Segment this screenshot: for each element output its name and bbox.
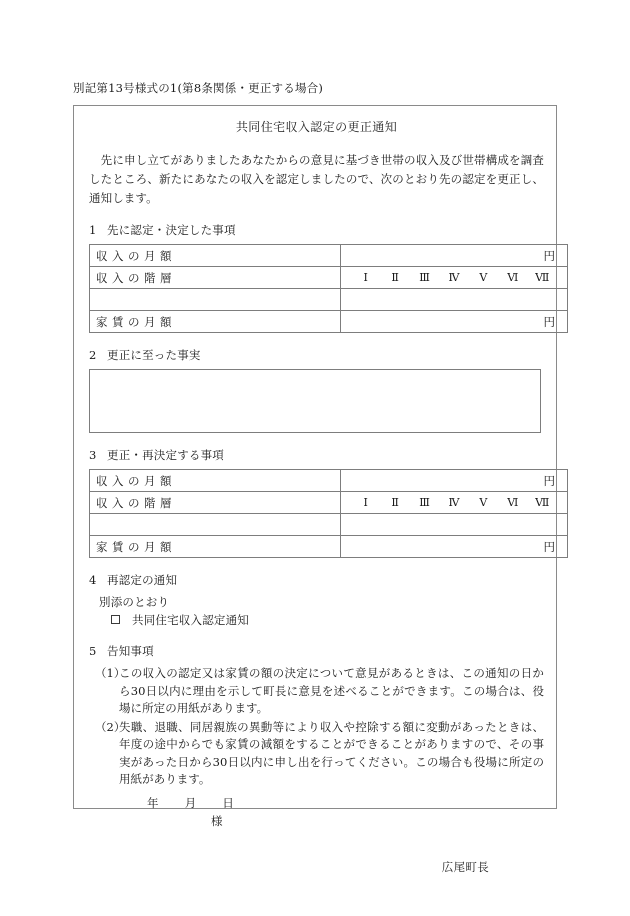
row-value-blank[interactable] xyxy=(341,289,568,311)
attachment-note: 別添のとおり xyxy=(99,595,170,609)
table-row xyxy=(90,289,568,311)
notice-checkbox-row[interactable] xyxy=(89,611,544,629)
label-text: 家賃の月額 xyxy=(96,314,176,329)
decided-items-table xyxy=(89,244,568,333)
month-label: 月 xyxy=(184,795,197,810)
tier-option[interactable]: Ⅲ xyxy=(419,271,430,284)
section-4-title: 再認定の通知 xyxy=(107,573,178,587)
yen-unit: 円 xyxy=(543,248,555,263)
section-1-heading xyxy=(89,222,544,238)
date-line[interactable] xyxy=(89,795,544,811)
section-3-title: 更正・再決定する事項 xyxy=(107,448,224,462)
section-1-number: 1 xyxy=(89,223,97,237)
label-text: 収入の月額 xyxy=(96,473,176,488)
row-label-blank xyxy=(90,289,341,311)
table-row xyxy=(90,311,568,333)
section-3-number: 3 xyxy=(89,448,97,462)
notice-text: この収入の認定又は家賃の額の決定について意見があるときは、この通知の日から30日以内に理由を示して町長に意見を述べることができます。この場合は、役場に所定の用紙があります。 xyxy=(119,666,544,715)
row-value-income-tier[interactable] xyxy=(341,267,568,289)
document-title: 共同住宅収入認定の更正通知 xyxy=(235,120,398,134)
row-label-blank xyxy=(90,514,341,536)
tier-option[interactable]: Ⅶ xyxy=(535,271,550,284)
table-row xyxy=(90,267,568,289)
tier-option[interactable]: Ⅴ xyxy=(479,271,488,284)
row-value-rent-monthly[interactable] xyxy=(341,311,568,333)
notice-marker: （1） xyxy=(95,666,126,680)
tier-option[interactable]: Ⅵ xyxy=(507,271,519,284)
notice-marker: （2） xyxy=(95,719,126,734)
section-1-title: 先に認定・決定した事項 xyxy=(107,223,236,237)
section-2-number: 2 xyxy=(89,348,97,362)
label-text: 収入の月額 xyxy=(96,248,176,263)
section-2-title: 更正に至った事実 xyxy=(107,348,201,362)
table-row xyxy=(90,470,568,492)
tier-option[interactable]: Ⅳ xyxy=(448,271,460,284)
section-4-number: 4 xyxy=(89,573,97,587)
tier-option[interactable]: Ⅱ xyxy=(391,271,399,284)
notice-item xyxy=(89,719,544,789)
label-text: 収入の階層 xyxy=(96,495,176,510)
notice-text: 失職、退職、同居親族の異動等により収入や控除する額に変動があったときは、年度の途中からでも家賃の減額をすることができることがありますので、その事実があった日から30日以内に申し出を行ってください。この場合も役場に所定の用紙があります。 xyxy=(119,719,544,786)
section-5-title: 告知事項 xyxy=(107,644,154,658)
document-frame xyxy=(73,105,557,874)
yen-unit: 円 xyxy=(543,473,555,488)
form-code: 別記第13号様式の1(第8条関係・更正する場合) xyxy=(73,81,324,95)
row-label-income-tier xyxy=(90,492,341,514)
tier-option[interactable]: Ⅱ xyxy=(391,496,399,509)
tier-option[interactable]: Ⅳ xyxy=(448,496,460,509)
section-5-heading xyxy=(89,643,544,659)
table-row xyxy=(90,514,568,536)
section-2-heading xyxy=(89,347,544,363)
label-text: 家賃の月額 xyxy=(96,539,176,554)
section-4-heading xyxy=(89,572,544,588)
section-3-heading xyxy=(89,447,544,463)
notice-checkbox-label: 共同住宅収入認定通知 xyxy=(132,613,249,627)
signer-name: 広尾町長 xyxy=(441,859,489,874)
table-row xyxy=(90,492,568,514)
notice-item xyxy=(89,665,544,718)
row-value-blank[interactable] xyxy=(341,514,568,536)
section-5-number: 5 xyxy=(89,644,97,658)
tier-option[interactable]: Ⅶ xyxy=(535,496,550,509)
row-label-income-monthly xyxy=(90,245,341,267)
tier-options xyxy=(347,271,561,284)
row-label-rent-monthly xyxy=(90,311,341,333)
row-value-income-monthly[interactable] xyxy=(341,245,568,267)
yen-unit: 円 xyxy=(543,539,555,554)
reason-textarea[interactable] xyxy=(89,369,541,433)
table-row xyxy=(90,536,568,558)
table-row xyxy=(90,245,568,267)
revised-items-table xyxy=(89,469,568,558)
addressee-honorific: 様 xyxy=(211,813,223,828)
tier-option[interactable]: Ⅲ xyxy=(419,496,430,509)
row-value-rent-monthly[interactable] xyxy=(341,536,568,558)
tier-options xyxy=(347,496,561,509)
document-inner xyxy=(89,106,555,874)
tier-option[interactable]: Ⅵ xyxy=(507,496,519,509)
year-label: 年 xyxy=(147,795,159,810)
row-value-income-tier[interactable] xyxy=(341,492,568,514)
row-value-income-monthly[interactable] xyxy=(341,470,568,492)
checkbox-icon[interactable] xyxy=(111,615,120,624)
yen-unit: 円 xyxy=(543,314,555,329)
row-label-income-tier xyxy=(90,267,341,289)
lead-paragraph: 先に申し立てがありましたあなたからの意見に基づき世帯の収入及び世帯構成を調査したところ、新たにあなたの収入を認定しましたので、次のとおり先の認定を更正し、通知します。 xyxy=(89,153,544,205)
tier-option[interactable]: Ⅰ xyxy=(363,496,368,509)
row-label-rent-monthly xyxy=(90,536,341,558)
tier-option[interactable]: Ⅴ xyxy=(479,496,488,509)
label-text: 収入の階層 xyxy=(96,270,176,285)
row-label-income-monthly xyxy=(90,470,341,492)
tier-option[interactable]: Ⅰ xyxy=(363,271,368,284)
day-label: 日 xyxy=(222,795,235,810)
